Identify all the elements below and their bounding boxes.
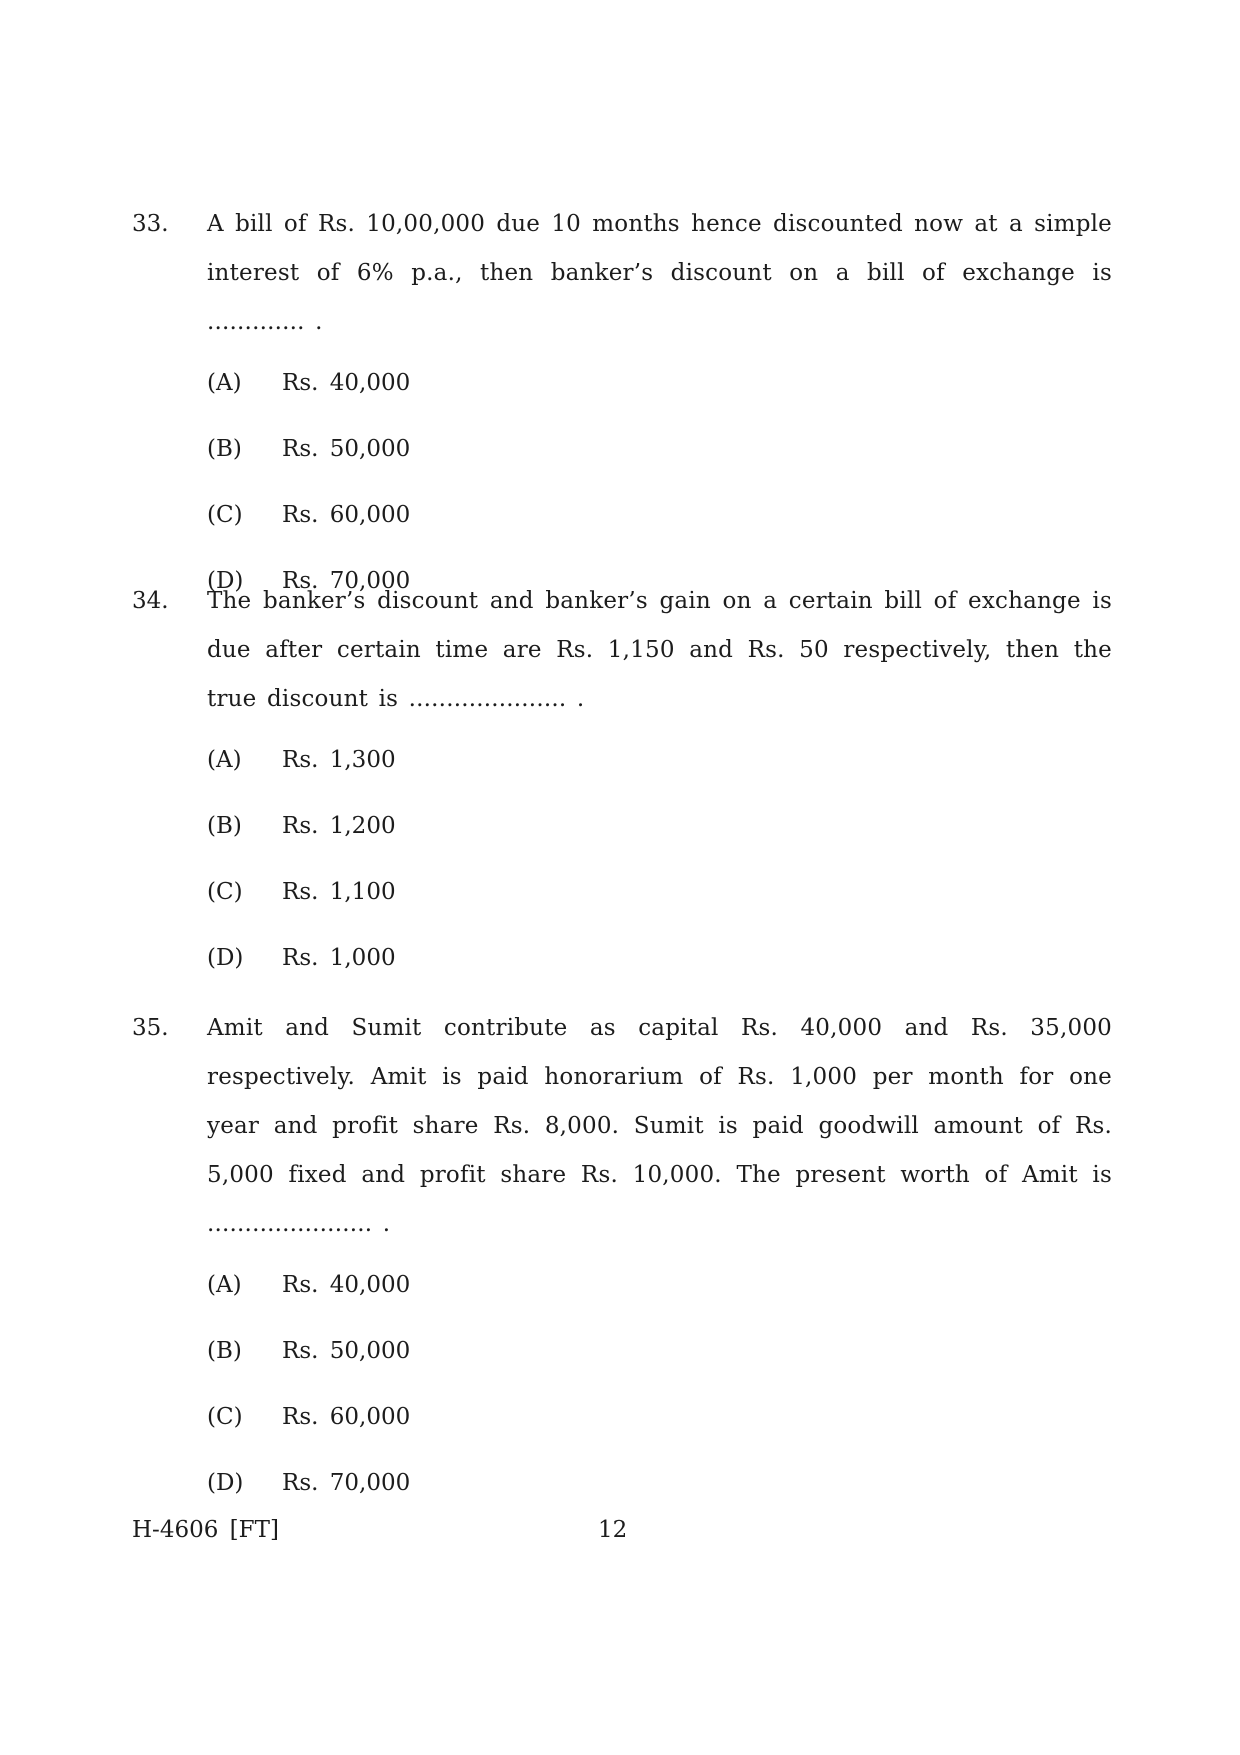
question-33: [132, 200, 1112, 627]
option-list: [207, 740, 1112, 1004]
option-text: Rs. 60,000: [282, 502, 411, 528]
page-number: 12: [598, 1517, 628, 1543]
option-letter: (D): [207, 1470, 244, 1496]
option-b: [207, 1331, 1112, 1397]
question-number: 35.: [132, 1015, 169, 1041]
option-text: Rs. 1,100: [282, 879, 396, 905]
option-text: Rs. 40,000: [282, 1272, 411, 1298]
paper-code: H-4606 [FT]: [132, 1517, 279, 1543]
option-letter: (C): [207, 1404, 243, 1430]
option-a: [207, 740, 1112, 806]
option-text: Rs. 50,000: [282, 1338, 411, 1364]
question-text: A bill of Rs. 10,00,000 due 10 months hence discounted now at a simple interest of 6% p.a., then banker’s discount on a bill of exchange is ............. .: [207, 211, 1112, 335]
option-text: Rs. 1,200: [282, 813, 396, 839]
option-text: Rs. 1,000: [282, 945, 396, 971]
option-d: [207, 1463, 1112, 1529]
option-letter: (C): [207, 502, 243, 528]
option-c: [207, 495, 1112, 561]
question-35: [132, 1004, 1112, 1529]
question-text: The banker’s discount and banker’s gain on a certain bill of exchange is due after certain time are Rs. 1,150 and Rs. 50 respectively, then the true discount is ..................... .: [207, 588, 1112, 712]
option-letter: (B): [207, 436, 242, 462]
option-c: [207, 1397, 1112, 1463]
question-text: Amit and Sumit contribute as capital Rs. 40,000 and Rs. 35,000 respectively. Amit is paid honorarium of Rs. 1,000 per month for one year and profit share Rs. 8,000. Sumit is paid goodwill amount of Rs. 5,000 fixed and profit share Rs. 10,000. The present worth of Amit is ...................... .: [207, 1015, 1112, 1237]
option-letter: (A): [207, 747, 242, 773]
option-letter: (D): [207, 568, 244, 594]
option-text: Rs. 70,000: [282, 1470, 411, 1496]
question-number: 33.: [132, 211, 169, 237]
option-b: [207, 429, 1112, 495]
option-letter: (D): [207, 945, 244, 971]
option-letter: (A): [207, 1272, 242, 1298]
option-letter: (C): [207, 879, 243, 905]
question-number: 34.: [132, 588, 169, 614]
option-letter: (A): [207, 370, 242, 396]
option-text: Rs. 40,000: [282, 370, 411, 396]
option-list: [207, 1265, 1112, 1529]
option-b: [207, 806, 1112, 872]
option-text: Rs. 1,300: [282, 747, 396, 773]
option-a: [207, 1265, 1112, 1331]
question-34: [132, 577, 1112, 1004]
option-d: [207, 938, 1112, 1004]
option-letter: (B): [207, 813, 242, 839]
option-a: [207, 363, 1112, 429]
option-letter: (B): [207, 1338, 242, 1364]
option-text: Rs. 50,000: [282, 436, 411, 462]
option-c: [207, 872, 1112, 938]
option-text: Rs. 70,000: [282, 568, 411, 594]
option-text: Rs. 60,000: [282, 1404, 411, 1430]
